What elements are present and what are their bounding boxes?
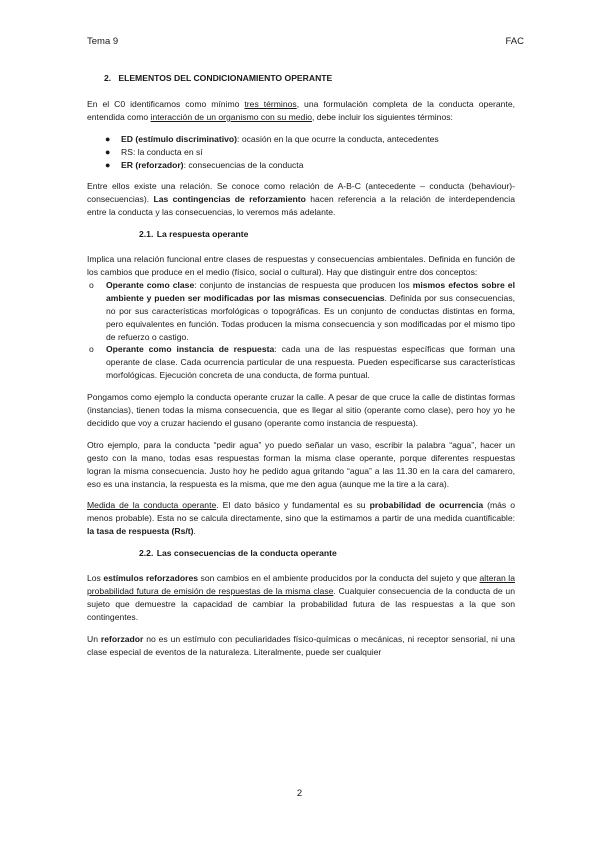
bullet-icon: ●: [105, 159, 111, 170]
underlined-term: tres términos: [244, 98, 297, 109]
section-heading: [104, 72, 515, 85]
subsection-heading: 2.2. Las consecuencias de la conducta operante: [139, 548, 337, 559]
implies-paragraph: Implica una relación funcional entre clases de respuestas y consecuencias ambientales. Definida en función de los cambios que produce en el medio (físico, social o cultural). Hay que distinguir entre dos conceptos:: [87, 254, 515, 277]
page-content: [87, 72, 515, 659]
circle-bullet-icon: o: [89, 344, 94, 355]
terms-list: [87, 133, 515, 172]
header-topic: Tema 9: [87, 36, 119, 47]
list-item: ● ER (reforzador): consecuencias de la conducta: [105, 159, 304, 170]
circle-bullet-icon: o: [89, 279, 94, 290]
list-item: o Operante como clase: conjunto de instancias de respuesta que producen los mismos efectos sobre el ambiente y pueden ser modificadas por las mismas consecuencias. Definida por sus consecuencias, no por sus características morfológicas o topográficas. Es un conjunto de conductas distintas en forma, pero equivalentes en función. Todas producen la misma consecuencia y son modificadas por el mismo tipo de refuerzo o castigo.: [89, 279, 515, 342]
reinforcers-paragraph: Los estímulos reforzadores son cambios en el ambiente producidos por la conducta del sujeto y que alteran la probabilidad futura de emisión de respuestas de la misma clase. Cualquier consecuencia de la conducta de un sujeto que demuestre la capacidad de cambiar la probabilidad futura de las respuestas a la que son contingentes.: [87, 573, 515, 622]
section-title: ELEMENTOS DEL CONDICIONAMIENTO OPERANTE: [118, 73, 333, 83]
example-paragraph: Otro ejemplo, para la conducta “pedir agua” yo puedo señalar un vaso, escribir la palabra “agua”, hacer un gesto con la mano, todas esas respuestas forman la misma clase operante, porque diferentes respuestas logran la misma consecuencia. Justo hoy he pedido agua gritando “agua” a las 11.30 en la cara del camarero, eso es una instancia, la respuesta es la misma, que me den agua (aunque me la tire a la cara).: [87, 439, 515, 489]
page-number: 2: [296, 788, 303, 799]
subsection-heading: 2.1. La respuesta operante: [139, 229, 249, 240]
bullet-icon: ●: [105, 146, 111, 157]
measure-paragraph: Medida de la conducta operante. El dato básico y fundamental es su probabilidad de ocurrencia (más o menos probable). Esta no se calcula directamente, sino que la estimamos a partir de una medida cuantificable: la tasa de respuesta (Rs/t).: [87, 500, 515, 537]
intro-paragraph: En el C0 identificamos como mínimo tres términos, una formulación completa de la conducta operante, entendida como interacción de un organismo con su medio, debe incluir los siguientes términos:: [87, 98, 516, 122]
concepts-list: [87, 279, 515, 382]
section-number: 2.: [104, 73, 112, 83]
relation-paragraph: Entre ellos existe una relación. Se conoce como relación de A-B-C (antecedente – conducta (behaviour)- consecuencias). Las contingencias de reforzamiento hacen referencia a la relación de interdependencia entre la conducta y las consecuencias, lo veremos más adelante.: [87, 181, 515, 218]
example-paragraph: Pongamos como ejemplo la conducta operante cruzar la calle. A pesar de que cruce la calle de distintas formas (instancias), tienen todas la misma consecuencia, que es llegar al sitio (operante como clase), pero hoy yo he decidido que voy a cruzar haciendo el gusano (operante como instancia de respuesta).: [87, 392, 515, 428]
underlined-term: interacción de un organismo con su medio: [150, 111, 313, 122]
list-item: o Operante como instancia de respuesta: cada una de las respuestas específicas que forman una operante de clase. Cada ocurrencia particular de una respuesta. Pueden especificarse sus características morfológicas. Ejecución concreta de una conducta, de forma puntual.: [89, 344, 515, 381]
list-item: ● RS: la conducta en sí: [105, 146, 203, 157]
list-item: ● ED (estímulo discriminativo): ocasión en la que ocurre la conducta, antecedentes: [105, 133, 439, 144]
bullet-icon: ●: [105, 133, 111, 144]
reinforcer-definition-paragraph: Un reforzador no es un estímulo con peculiaridades físico-químicas o mecánicas, ni receptor sensorial, ni una clase especial de eventos de la naturaleza. Literalmente, puede ser cualquier: [87, 633, 515, 657]
header-course: FAC: [505, 36, 524, 47]
